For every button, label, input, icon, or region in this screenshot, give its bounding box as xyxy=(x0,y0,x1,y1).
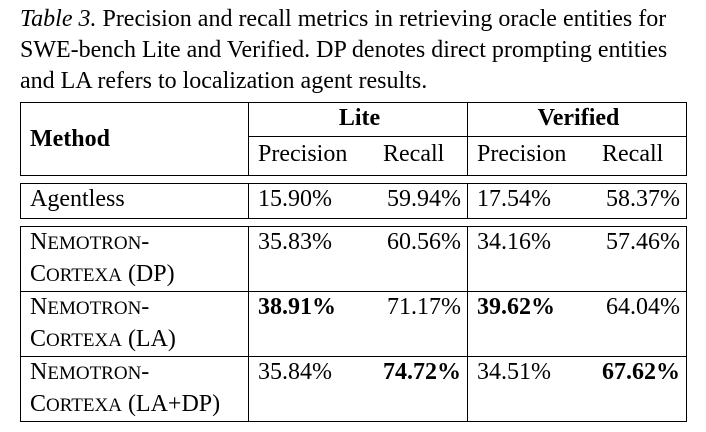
value-cell: 34.16% xyxy=(468,227,594,292)
metrics-table xyxy=(20,102,687,422)
table-row xyxy=(21,292,687,357)
value-cell: 35.84% xyxy=(249,357,375,422)
method-name-line1: Agentless xyxy=(30,186,125,212)
table-row xyxy=(21,227,687,292)
value-cell: 59.94% xyxy=(374,184,468,219)
header-sub-recall-3: Recall xyxy=(593,137,687,176)
table-row xyxy=(21,357,687,422)
value-cell: 67.62% xyxy=(593,357,687,422)
method-name-line2: CORTEXA (LA+DP) xyxy=(30,391,221,417)
header-method: Method xyxy=(21,103,249,176)
method-name-line1: NEMOTRON- xyxy=(30,294,150,320)
value-cell: 60.56% xyxy=(374,227,468,292)
header-sub-precision-0: Precision xyxy=(249,137,375,176)
method-name-line1: NEMOTRON- xyxy=(30,359,150,385)
value-cell: 58.37% xyxy=(593,184,687,219)
row-method xyxy=(21,227,249,292)
table-row xyxy=(21,184,687,219)
value-cell: 74.72% xyxy=(374,357,468,422)
header-group-verified: Verified xyxy=(468,103,687,137)
row-method xyxy=(21,184,249,219)
header-sub-recall-1: Recall xyxy=(374,137,468,176)
value-cell: 38.91% xyxy=(249,292,375,357)
caption-label: Table 3. xyxy=(20,6,97,32)
row-method xyxy=(21,357,249,422)
value-cell: 64.04% xyxy=(593,292,687,357)
value-cell: 15.90% xyxy=(249,184,375,219)
method-name-line1: NEMOTRON- xyxy=(30,229,150,255)
method-name-line2: CORTEXA (DP) xyxy=(30,261,175,287)
value-cell: 34.51% xyxy=(468,357,594,422)
value-cell: 71.17% xyxy=(374,292,468,357)
header-group-lite: Lite xyxy=(249,103,468,137)
value-cell: 39.62% xyxy=(468,292,594,357)
value-cell: 17.54% xyxy=(468,184,594,219)
value-cell: 57.46% xyxy=(593,227,687,292)
value-cell: 35.83% xyxy=(249,227,375,292)
header-sub-precision-2: Precision xyxy=(468,137,594,176)
row-method xyxy=(21,292,249,357)
table-caption xyxy=(20,4,700,97)
method-name-line2: CORTEXA (LA) xyxy=(30,326,176,352)
caption-text: Precision and recall metrics in retrieving oracle entities for SWE-bench Lite and Verified. DP denotes direct prompting entities and LA refers to localization agent results. xyxy=(20,6,668,94)
